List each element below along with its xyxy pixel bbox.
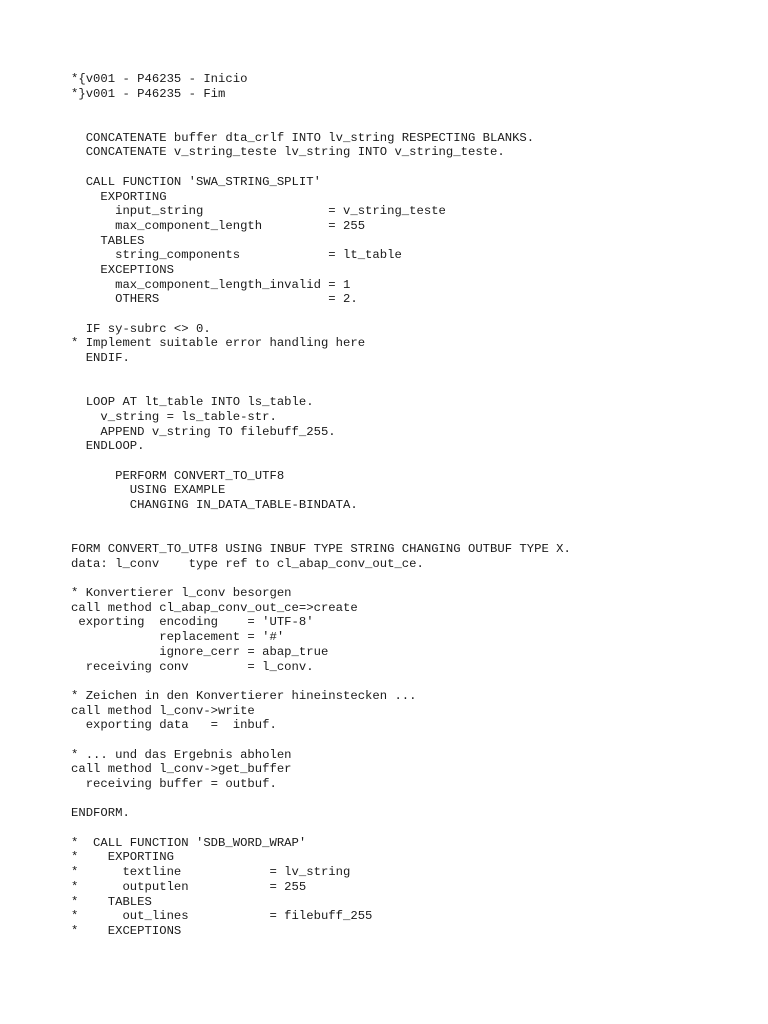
code-line: ENDFORM. [71,806,130,821]
code-line [71,527,571,542]
code-line: IF sy-subrc <> 0. [71,321,211,336]
code-line: CONCATENATE v_string_teste lv_string INTO v_string_teste. [71,145,505,160]
code-line: CALL FUNCTION 'SWA_STRING_SPLIT' [71,174,321,189]
code-line: ignore_cerr = abap_true [71,644,329,659]
code-line: exporting data = inbuf. [71,718,277,733]
code-line [71,733,571,748]
code-line: max_component_length_invalid = 1 [71,277,351,292]
code-line: * ... und das Ergebnis abholen [71,747,292,762]
code-line [71,513,571,528]
code-line [71,116,571,131]
code-line: call method l_conv->write [71,703,255,718]
code-line [71,101,571,116]
code-line: call method l_conv->get_buffer [71,762,292,777]
code-line: APPEND v_string TO filebuff_255. [71,424,336,439]
code-line: *{v001 - P46235 - Inicio [71,72,248,86]
code-line [71,380,571,395]
code-line: input_string = v_string_teste [71,204,446,219]
code-line [71,307,571,322]
code-line: LOOP AT lt_table INTO ls_table. [71,395,314,410]
code-line: exporting encoding = 'UTF-8' [71,615,314,630]
code-line: * out_lines = filebuff_255 [71,909,373,924]
code-line: CONCATENATE buffer dta_crlf INTO lv_string RESPECTING BLANKS. [71,130,535,145]
code-line: * Zeichen in den Konvertierer hineinstecken ... [71,688,417,703]
code-line: * outputlen = 255 [71,879,307,894]
code-line [71,674,571,689]
code-line: TABLES [71,233,145,248]
code-line: receiving buffer = outbuf. [71,777,277,791]
code-line: * CALL FUNCTION 'SDB_WORD_WRAP' [71,835,307,850]
code-line: ENDIF. [71,351,130,366]
code-line: * textline = lv_string [71,865,351,880]
code-line: ENDLOOP. [71,439,145,454]
code-line [71,571,571,586]
code-line [71,792,571,807]
code-line [71,454,571,469]
code-line: string_components = lt_table [71,248,402,263]
code-line: v_string = ls_table-str. [71,409,277,424]
code-line: *}v001 - P46235 - Fim [71,86,226,101]
code-line: * Implement suitable error handling here [71,336,366,351]
code-line: EXPORTING [71,189,167,204]
code-line: call method cl_abap_conv_out_ce=>create [71,600,358,615]
code-line: * Konvertierer l_conv besorgen [71,586,292,601]
code-line: data: l_conv type ref to cl_abap_conv_out_ce. [71,556,424,571]
code-line [71,821,571,836]
code-line: USING EXAMPLE [71,483,226,498]
code-line [71,366,571,381]
code-line: replacement = '#' [71,630,285,645]
code-line: max_component_length = 255 [71,218,366,233]
code-listing [71,72,571,939]
code-line: CHANGING IN_DATA_TABLE-BINDATA. [71,497,358,512]
code-line: EXCEPTIONS [71,262,174,277]
code-line: OTHERS = 2. [71,292,358,307]
code-line: * TABLES [71,894,152,909]
code-line: receiving conv = l_conv. [71,659,314,674]
code-line: * EXPORTING [71,850,174,865]
code-line: * EXCEPTIONS [71,923,182,938]
code-line: FORM CONVERT_TO_UTF8 USING INBUF TYPE STRING CHANGING OUTBUF TYPE X. [71,542,571,556]
code-line: PERFORM CONVERT_TO_UTF8 [71,468,285,483]
code-line [71,160,571,175]
